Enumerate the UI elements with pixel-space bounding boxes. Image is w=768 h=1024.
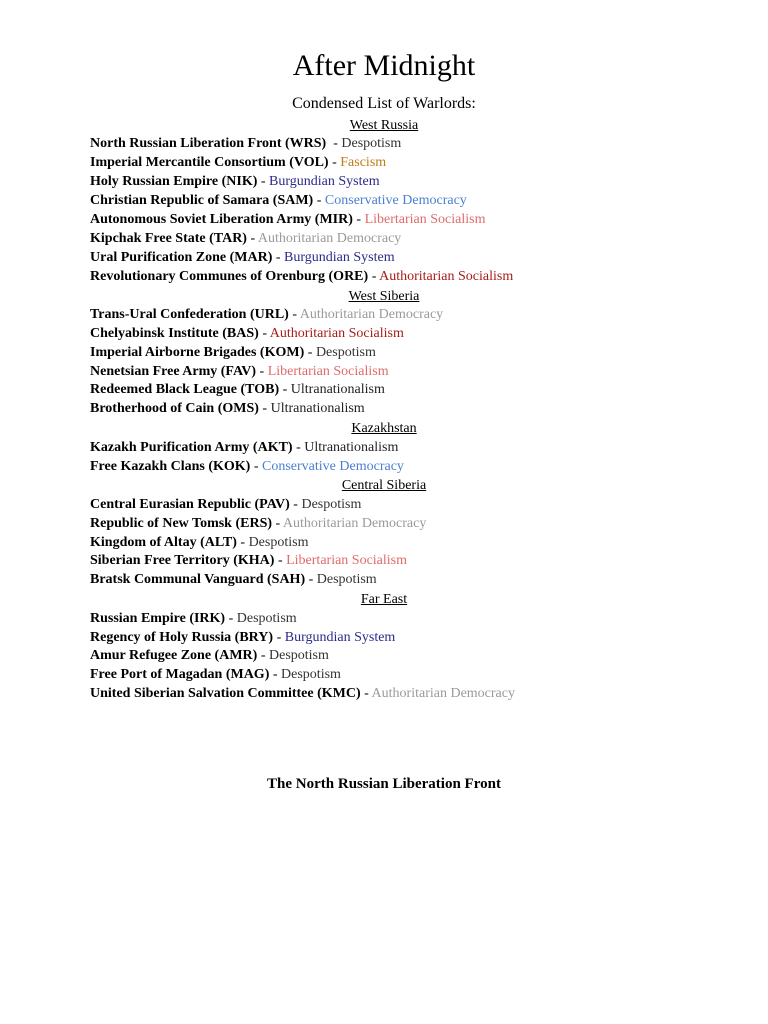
separator: - <box>274 553 287 569</box>
warlord-entry <box>90 439 690 458</box>
ideology-label: Authoritarian Democracy <box>371 686 515 702</box>
warlord-entry <box>90 173 690 192</box>
warlord-name: Central Eurasian Republic (PAV) <box>90 496 290 512</box>
warlord-name: Imperial Mercantile Consortium (VOL) <box>90 155 329 171</box>
ideology-label: Authoritarian Democracy <box>282 515 427 531</box>
warlord-entry <box>90 268 690 287</box>
warlord-name: Nenetsian Free Army (FAV) <box>90 363 257 379</box>
separator: - <box>368 268 380 284</box>
warlord-name: United Siberian Salvation Committee (KMC) <box>90 686 361 702</box>
warlord-name: Imperial Airborne Brigades (KOM) <box>90 344 305 360</box>
warlord-entry <box>90 610 690 629</box>
separator: - <box>246 230 258 246</box>
separator: - <box>305 572 317 588</box>
separator: - <box>250 458 263 474</box>
warlord-entry <box>90 552 690 571</box>
warlord-name: Kipchak Free State (TAR) <box>90 230 247 246</box>
warlord-name: Free Kazakh Clans (KOK) <box>90 458 251 474</box>
ideology-label: Ultranationalism <box>290 382 385 398</box>
ideology-label: Authoritarian Socialism <box>269 325 404 341</box>
warlord-entry <box>90 135 690 154</box>
separator: - <box>304 344 316 360</box>
separator: - <box>225 610 237 626</box>
separator: - <box>236 534 249 550</box>
warlord-name: Republic of New Tomsk (ERS) <box>90 515 273 531</box>
region-heading: Central Siberia <box>341 478 427 494</box>
ideology-label: Conservative Democracy <box>262 458 404 474</box>
warlord-name: Autonomous Soviet Liberation Army (MIR) <box>90 211 353 227</box>
ideology-label: Authoritarian Democracy <box>299 306 444 322</box>
warlord-name: Redeemed Black League (TOB) <box>90 382 280 398</box>
ideology-label: Ultranationalism <box>270 401 365 417</box>
warlord-entry <box>90 629 690 648</box>
ideology-label: Authoritarian Socialism <box>379 268 514 284</box>
separator: - <box>272 249 285 265</box>
warlord-name: North Russian Liberation Front (WRS) <box>90 136 327 152</box>
separator: - <box>258 325 270 341</box>
warlord-name: Free Port of Magadan (MAG) <box>90 667 270 683</box>
warlord-entry <box>90 647 690 666</box>
ideology-label: Despotism <box>301 496 362 512</box>
section-heading: The North Russian Liberation Front <box>267 776 501 792</box>
warlord-entry <box>90 381 690 400</box>
separator: - <box>272 515 283 531</box>
ideology-label: Ultranationalism <box>304 439 399 455</box>
warlord-entry <box>90 154 690 173</box>
warlord-name: Kingdom of Altay (ALT) <box>90 534 237 550</box>
separator: - <box>292 439 305 455</box>
warlord-name: Regency of Holy Russia (BRY) <box>90 629 274 645</box>
ideology-label: Burgundian System <box>284 249 395 265</box>
ideology-label: Authoritarian Democracy <box>257 230 402 246</box>
warlord-name: Russian Empire (IRK) <box>90 610 226 626</box>
ideology-label: Conservative Democracy <box>324 193 467 209</box>
warlord-name: Brotherhood of Cain (OMS) <box>90 401 259 417</box>
ideology-label: Burgundian System <box>284 629 396 645</box>
ideology-label: Libertarian Socialism <box>364 211 486 227</box>
warlord-entry <box>90 249 690 268</box>
warlord-entry <box>90 400 690 419</box>
separator: - <box>256 363 268 379</box>
separator: - <box>360 686 372 702</box>
warlord-name: Siberian Free Territory (KHA) <box>90 553 275 569</box>
separator: - <box>279 382 291 398</box>
separator: - <box>288 306 300 322</box>
warlord-entry <box>90 534 690 553</box>
ideology-label: Despotism <box>315 344 376 360</box>
warlord-name: Bratsk Communal Vanguard (SAH) <box>90 572 306 588</box>
page-title: After Midnight <box>292 49 476 82</box>
ideology-label: Burgundian System <box>269 174 380 190</box>
warlord-entry <box>90 344 690 363</box>
separator: - <box>326 136 342 152</box>
warlord-entry <box>90 685 690 704</box>
warlord-entry <box>90 363 690 382</box>
warlord-entry <box>90 192 690 211</box>
warlord-entry <box>90 458 690 477</box>
separator: - <box>352 211 365 227</box>
warlord-name: Holy Russian Empire (NIK) <box>90 174 258 190</box>
ideology-label: Libertarian Socialism <box>286 553 408 569</box>
separator: - <box>257 174 270 190</box>
ideology-label: Despotism <box>269 648 329 664</box>
region-heading: Kazakhstan <box>351 421 417 437</box>
ideology-label: Despotism <box>281 667 341 683</box>
ideology-label: Despotism <box>236 610 297 626</box>
warlord-name: Revolutionary Communes of Orenburg (ORE) <box>90 268 369 284</box>
separator: - <box>258 401 271 417</box>
warlord-entry <box>90 496 690 515</box>
warlord-entry <box>90 306 690 325</box>
ideology-label: Fascism <box>340 155 387 171</box>
warlord-name: Chelyabinsk Institute (BAS) <box>90 325 259 341</box>
separator: - <box>273 629 285 645</box>
ideology-label: Despotism <box>248 534 309 550</box>
warlord-name: Amur Refugee Zone (AMR) <box>90 648 258 664</box>
separator: - <box>257 648 269 664</box>
warlord-name: Christian Republic of Samara (SAM) <box>90 193 314 209</box>
page-subtitle: Condensed List of Warlords: <box>292 95 476 112</box>
warlord-name: Trans-Ural Confederation (URL) <box>90 306 289 322</box>
separator: - <box>328 155 341 171</box>
warlord-entry <box>90 230 690 249</box>
separator: - <box>313 193 325 209</box>
ideology-label: Despotism <box>341 136 402 152</box>
ideology-label: Libertarian Socialism <box>267 363 389 379</box>
separator: - <box>269 667 282 683</box>
warlord-entry <box>90 515 690 534</box>
warlord-name: Kazakh Purification Army (AKT) <box>90 439 293 455</box>
region-heading: West Siberia <box>348 288 420 304</box>
ideology-label: Despotism <box>316 572 377 588</box>
region-heading: West Russia <box>349 118 419 133</box>
separator: - <box>289 496 302 512</box>
warlord-entry <box>90 571 690 590</box>
warlord-entry <box>90 325 690 344</box>
warlord-entry <box>90 666 690 685</box>
warlord-entry <box>90 211 690 230</box>
warlord-name: Ural Purification Zone (MAR) <box>90 249 273 265</box>
warlord-list <box>90 116 690 704</box>
region-heading: Far East <box>360 592 408 608</box>
